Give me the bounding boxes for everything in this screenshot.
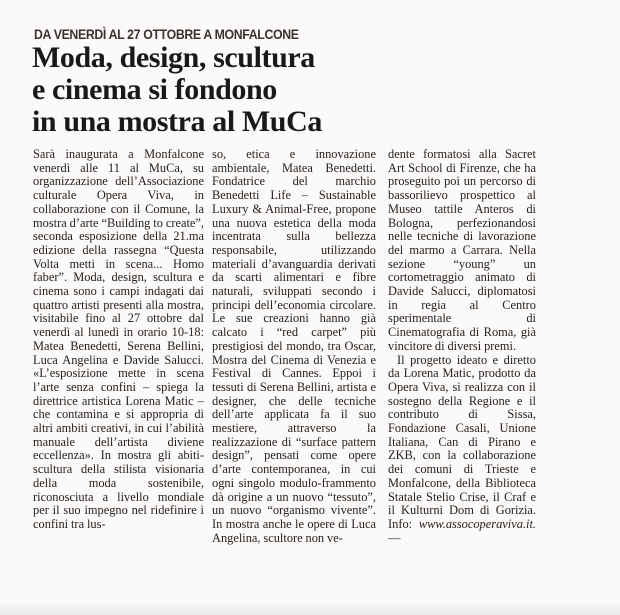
article-column-3 <box>388 148 536 545</box>
headline-line-2: e cinema si fondono <box>32 73 277 106</box>
column-2-paragraph: so, etica e innovazione ambientale, Matea Benedetti. Fondatrice del marchio Benedetti Life – Sustainable Luxury & Animal-Free, propone una nuova estetica della moda incentrata sulla bellezza responsabile, utilizzando materiali d’avanguardia derivati da scarti alimentari e fibre naturali, sviluppati secondo i principi dell’economia circolare. Le sue creazioni hanno già calcato i “red carpet” più prestigiosi del mondo, tra Oscar, Mostra del Cinema di Venezia e Festival di Cannes. Eppoi i tessuti di Serena Bellini, artista e designer, che delle tecniche dell’arte applicata fa il suo mestiere, attraverso la realizzazione di “surface pattern design”, pensati come opere d’arte contemporanea, in cui ogni singolo modulo-frammento dà origine a un nuovo “tessuto”, un nuovo “organismo vivente”. In mostra anche le opere di Luca Angelina, scultore non ve- <box>212 147 376 545</box>
column-3-paragraph-2 <box>388 354 536 546</box>
article-column-2 <box>212 148 376 545</box>
article-end-dash: — <box>388 530 401 545</box>
article-column-1 <box>33 148 204 532</box>
headline <box>32 42 322 138</box>
kicker: DA VENERDÌ AL 27 OTTOBRE A MONFALCONE <box>34 26 299 42</box>
column-1-paragraph: Sarà inaugurata a Monfalcone venerdì alle 11 al MuCa, su organizzazione dell’Associazione culturale Opera Viva, in collaborazione con il Comune, la mostra d’arte “Building to create”, seconda esposizione della 21.ma edizione della rassegna “Questa Volta metti in scena... Homo faber”. Moda, design, scultura e cinema sono i campi indagati dai quattro artisti presenti alla mostra, visitabile fino al 27 ottobre dal venerdì al lunedì in orario 10-18: Matea Benedetti, Serena Bellini, Luca Angelina e Davide Salucci. «L’esposizione mette in scena l’arte senza confini – spiega la direttrice artistica Lorena Matic – che contamina e si appropria di altri ambiti creativi, in cui l’abilità manuale dell’artista diviene eccellenza». In mostra gli abiti-scultura della stilista visionaria della moda sostenibile, riconosciuta a livello mondiale per il suo impegno nel ridefinire i confini tra lus- <box>33 147 204 531</box>
column-3-paragraph-2-text: Il progetto ideato e diretto da Lorena Matic, prodotto da Opera Viva, si realizza con il sostegno della Regione e il contributo di Sissa, Fondazione Casali, Unione Italiana, Can di Pirano e ZKB, con la collaborazione dei comuni di Trieste e Monfalcone, della Biblioteca Statale Stelio Crise, il Craf e il Kulturni Dom di Gorizia. Info: <box>388 352 536 531</box>
column-3-paragraph-1: dente formatosi alla Sacret Art School di Firenze, che ha proseguito poi un percorso di bassorilievo prospettico al Museo tattile Anteros di Bologna, perfezionandosi nelle tecniche di lavorazione del marmo a Carrara. Nella sezione “young” un cortometraggio animato di Davide Salucci, diplomatosi in regia al Centro sperimentale di Cinematografia di Roma, già vincitore di diversi premi. <box>388 147 536 353</box>
page-edge-strip <box>0 603 620 615</box>
headline-line-1: Moda, design, scultura <box>32 41 315 74</box>
headline-line-3: in una mostra al MuCa <box>32 105 322 138</box>
info-website: www.assocoperaviva.it. <box>418 516 536 531</box>
